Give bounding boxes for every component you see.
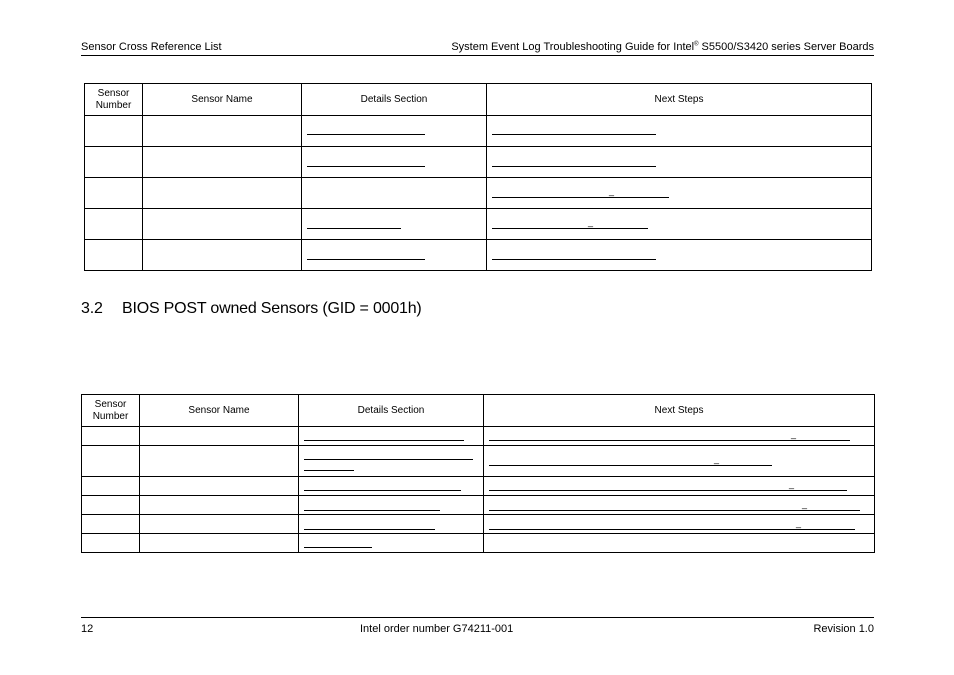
details-link[interactable] xyxy=(302,147,487,178)
table-row xyxy=(85,147,872,178)
header-right-post: S5500/S3420 series Server Boards xyxy=(698,41,874,53)
table-row xyxy=(85,209,872,240)
details-link[interactable] xyxy=(299,477,484,496)
next-steps-link[interactable]: _ xyxy=(484,477,875,496)
next-steps-link[interactable]: _ xyxy=(484,446,875,477)
page-header xyxy=(81,41,874,56)
table-row xyxy=(85,240,872,271)
header-right xyxy=(451,41,874,53)
col-details-section: Details Section xyxy=(299,395,484,427)
col-next-steps: Next Steps xyxy=(484,395,875,427)
details-link[interactable] xyxy=(302,116,487,147)
revision: Revision 1.0 xyxy=(813,623,874,635)
page-number: 12 xyxy=(81,623,94,635)
section-title: BIOS POST owned Sensors (GID = 0001h) xyxy=(122,300,422,317)
table-header-row xyxy=(85,84,872,116)
table-bios-post-sensors xyxy=(81,394,875,553)
col-sensor-name: Sensor Name xyxy=(143,84,302,116)
next-steps-link[interactable]: _ xyxy=(487,209,872,240)
details-link[interactable] xyxy=(299,534,484,553)
details-link[interactable] xyxy=(299,446,484,477)
next-steps-link[interactable] xyxy=(487,147,872,178)
next-steps-link[interactable] xyxy=(487,116,872,147)
table-row xyxy=(85,178,872,209)
col-sensor-name: Sensor Name xyxy=(140,395,299,427)
page-footer xyxy=(81,617,874,638)
col-next-steps: Next Steps xyxy=(487,84,872,116)
table-row xyxy=(85,116,872,147)
next-steps-link[interactable]: _ xyxy=(484,515,875,534)
table-row xyxy=(82,477,875,496)
next-steps-link[interactable]: _ xyxy=(484,496,875,515)
section-number: 3.2 xyxy=(81,300,103,317)
next-steps-link[interactable] xyxy=(487,240,872,271)
next-steps-link[interactable]: _ xyxy=(484,427,875,446)
table-row xyxy=(82,496,875,515)
table-row xyxy=(82,515,875,534)
col-sensor-number: Sensor Number xyxy=(82,395,140,427)
details-link[interactable] xyxy=(302,240,487,271)
section-heading xyxy=(81,300,422,318)
order-number: Intel order number G74211-001 xyxy=(360,623,514,635)
table-header-row xyxy=(82,395,875,427)
table-row xyxy=(82,534,875,553)
details-link[interactable] xyxy=(302,209,487,240)
next-steps-link[interactable]: _ xyxy=(487,178,872,209)
col-sensor-number: Sensor Number xyxy=(85,84,143,116)
header-left: Sensor Cross Reference List xyxy=(81,41,222,53)
registered-mark: ® xyxy=(694,41,699,48)
table-row xyxy=(82,446,875,477)
details-link[interactable] xyxy=(299,515,484,534)
details-link[interactable] xyxy=(299,427,484,446)
header-right-pre: System Event Log Troubleshooting Guide for Intel xyxy=(451,41,695,53)
table-sensor-cross-reference xyxy=(84,83,872,271)
details-link[interactable] xyxy=(299,496,484,515)
table-row xyxy=(82,427,875,446)
col-details-section: Details Section xyxy=(302,84,487,116)
